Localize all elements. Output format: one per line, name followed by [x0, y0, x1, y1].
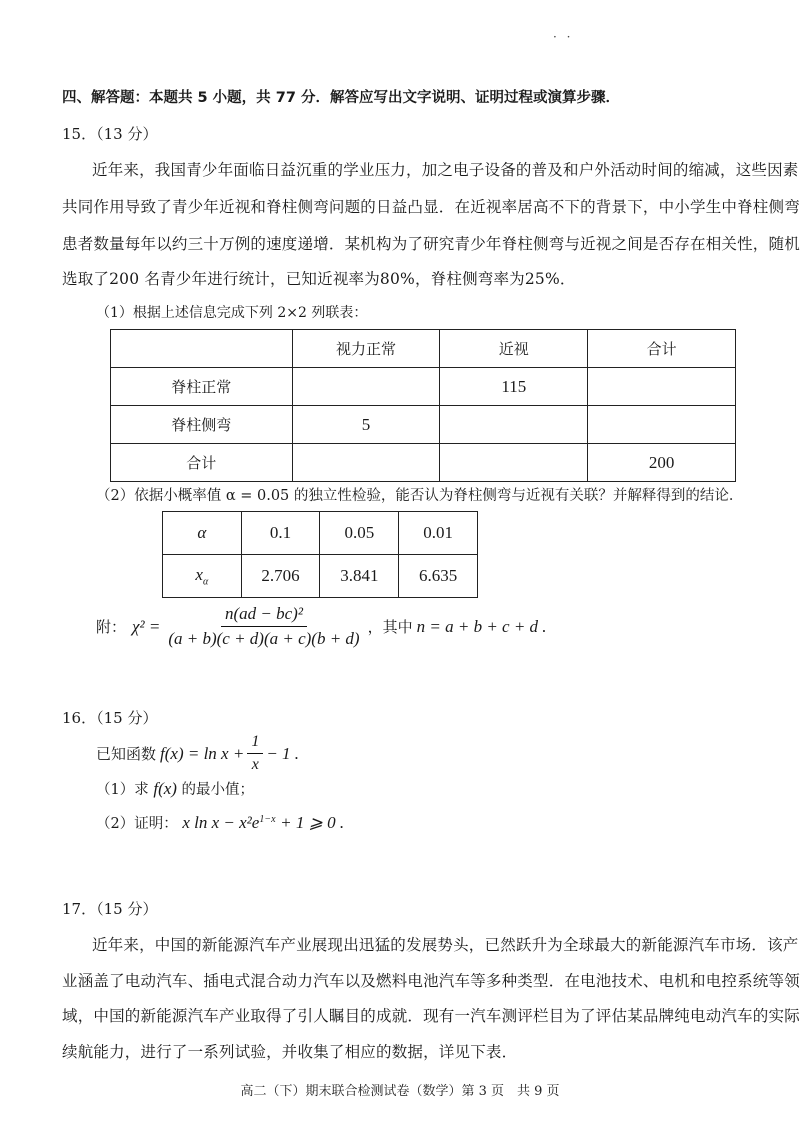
q17-number: 17．（15 分）	[62, 900, 158, 918]
table-cell: 5	[292, 406, 440, 444]
page-footer: 高二（下）期末联合检测试卷（数学）第 3 页 共 9 页	[240, 1084, 560, 1099]
table-cell	[292, 368, 440, 406]
table-cell: 合计	[111, 444, 293, 482]
q15-para-line-1: 近年来，我国青少年面临日益沉重的学业压力，加之电子设备的普及和户外活动时间的缩减，这些因素	[92, 161, 799, 179]
table-row	[163, 512, 478, 555]
table-cell: 近视	[440, 330, 588, 368]
q16-part2-exponent: 1−x	[259, 814, 276, 826]
q15-para-line-3: 患者数量每年以约三十万例的速度递增．某机构为了研究青少年脊柱侧弯与近视之间是否存在相关性，随机	[62, 235, 800, 253]
chi-square-lhs: χ² =	[132, 616, 161, 636]
table-cell	[440, 444, 588, 482]
table-cell	[588, 368, 736, 406]
table-row	[111, 330, 736, 368]
q16-number: 16．（15 分）	[62, 709, 158, 727]
table-cell: 0.01	[399, 512, 478, 555]
table-cell: 脊柱正常	[111, 368, 293, 406]
table-cell: 2.706	[241, 555, 320, 598]
table-cell	[111, 330, 293, 368]
n-expression: n = a + b + c + d .	[416, 616, 547, 636]
table-cell: 0.05	[320, 512, 399, 555]
table-row	[111, 444, 736, 482]
q16-part2	[96, 812, 344, 833]
q16-part2-expr: x ln x − x²e	[182, 813, 260, 832]
table-cell: 视力正常	[292, 330, 440, 368]
table-cell: 合计	[588, 330, 736, 368]
q15-part1: （1）根据上述信息完成下列 2×2 列联表：	[96, 305, 368, 321]
alpha-label-cell: α	[163, 512, 242, 555]
table-cell: 脊柱侧弯	[111, 406, 293, 444]
table-cell	[440, 406, 588, 444]
q16-part1-prefix: （1）求	[96, 782, 149, 798]
q16-part2-tail: + 1 ⩾ 0 .	[280, 813, 345, 832]
q16-part1-suffix: 的最小值；	[181, 782, 255, 798]
header-mark: · ·	[553, 30, 574, 44]
section-title: 四、解答题：本题共 5 小题，共 77 分．解答应写出文字说明、证明过程或演算步骤．	[62, 90, 620, 106]
q17-para-line-1: 近年来，中国的新能源汽车产业展现出迅猛的发展势头，已然跃升为全球最大的新能源汽车市场．该产	[92, 936, 799, 954]
q17-para-line-2: 业涵盖了电动汽车、插电式混合动力汽车以及燃料电池汽车等多种类型．在电池技术、电机和电控系统等领	[62, 972, 800, 990]
q16-given-tail: − 1 .	[266, 743, 300, 763]
contingency-table	[110, 329, 736, 482]
q16-fraction	[247, 733, 263, 774]
table-cell	[588, 406, 736, 444]
table-cell: 6.635	[399, 555, 478, 598]
q16-part1-func: f(x)	[153, 779, 177, 798]
appendix-prefix: 附：	[96, 618, 127, 636]
q16-part2-prefix: （2）证明：	[96, 816, 178, 832]
table-row	[163, 555, 478, 598]
chi-square-numerator: n(ad − bc)²	[221, 604, 307, 627]
q17-para-line-4: 续航能力，进行了一系列试验，并收集了相应的数据，详见下表．	[62, 1043, 518, 1061]
chi-square-fraction	[164, 604, 363, 649]
table-cell: 200	[588, 444, 736, 482]
q16-given	[96, 733, 299, 774]
q15-part2: （2）依据小概率值 α = 0.05 的独立性检验，能否认为脊柱侧弯与近视有关联？并解释得到的结论．	[96, 488, 744, 504]
appendix-suffix: ，其中	[367, 618, 413, 636]
q16-frac-numerator: 1	[247, 733, 263, 754]
q15-number: 15．（13 分）	[62, 125, 158, 143]
q15-para-line-4: 选取了200 名青少年进行统计，已知近视率为80%，脊柱侧弯率为25%．	[62, 270, 576, 288]
q16-frac-denominator: x	[251, 756, 259, 773]
table-row	[111, 368, 736, 406]
chi-square-formula	[96, 604, 547, 649]
q15-para-line-2: 共同作用导致了青少年近视和脊柱侧弯问题的日益凸显．在近视率居高不下的背景下，中小学生中脊柱侧弯	[62, 198, 800, 216]
table-cell	[292, 444, 440, 482]
critical-value-table	[162, 511, 478, 598]
x-alpha-label-cell: $x_\alpha$	[163, 555, 242, 598]
table-row	[111, 406, 736, 444]
q16-function: f(x) = ln x +	[160, 743, 245, 763]
q17-para-line-3: 域，中国的新能源汽车产业取得了引人瞩目的成就．现有一汽车测评栏目为了评估某品牌纯电动汽车的实际	[62, 1007, 800, 1025]
q16-given-prefix: 已知函数	[96, 745, 157, 763]
table-cell: 3.841	[320, 555, 399, 598]
q16-part1	[96, 778, 254, 799]
table-cell: 115	[440, 368, 588, 406]
chi-square-denominator: (a + b)(c + d)(a + c)(b + d)	[168, 629, 360, 648]
table-cell: 0.1	[241, 512, 320, 555]
